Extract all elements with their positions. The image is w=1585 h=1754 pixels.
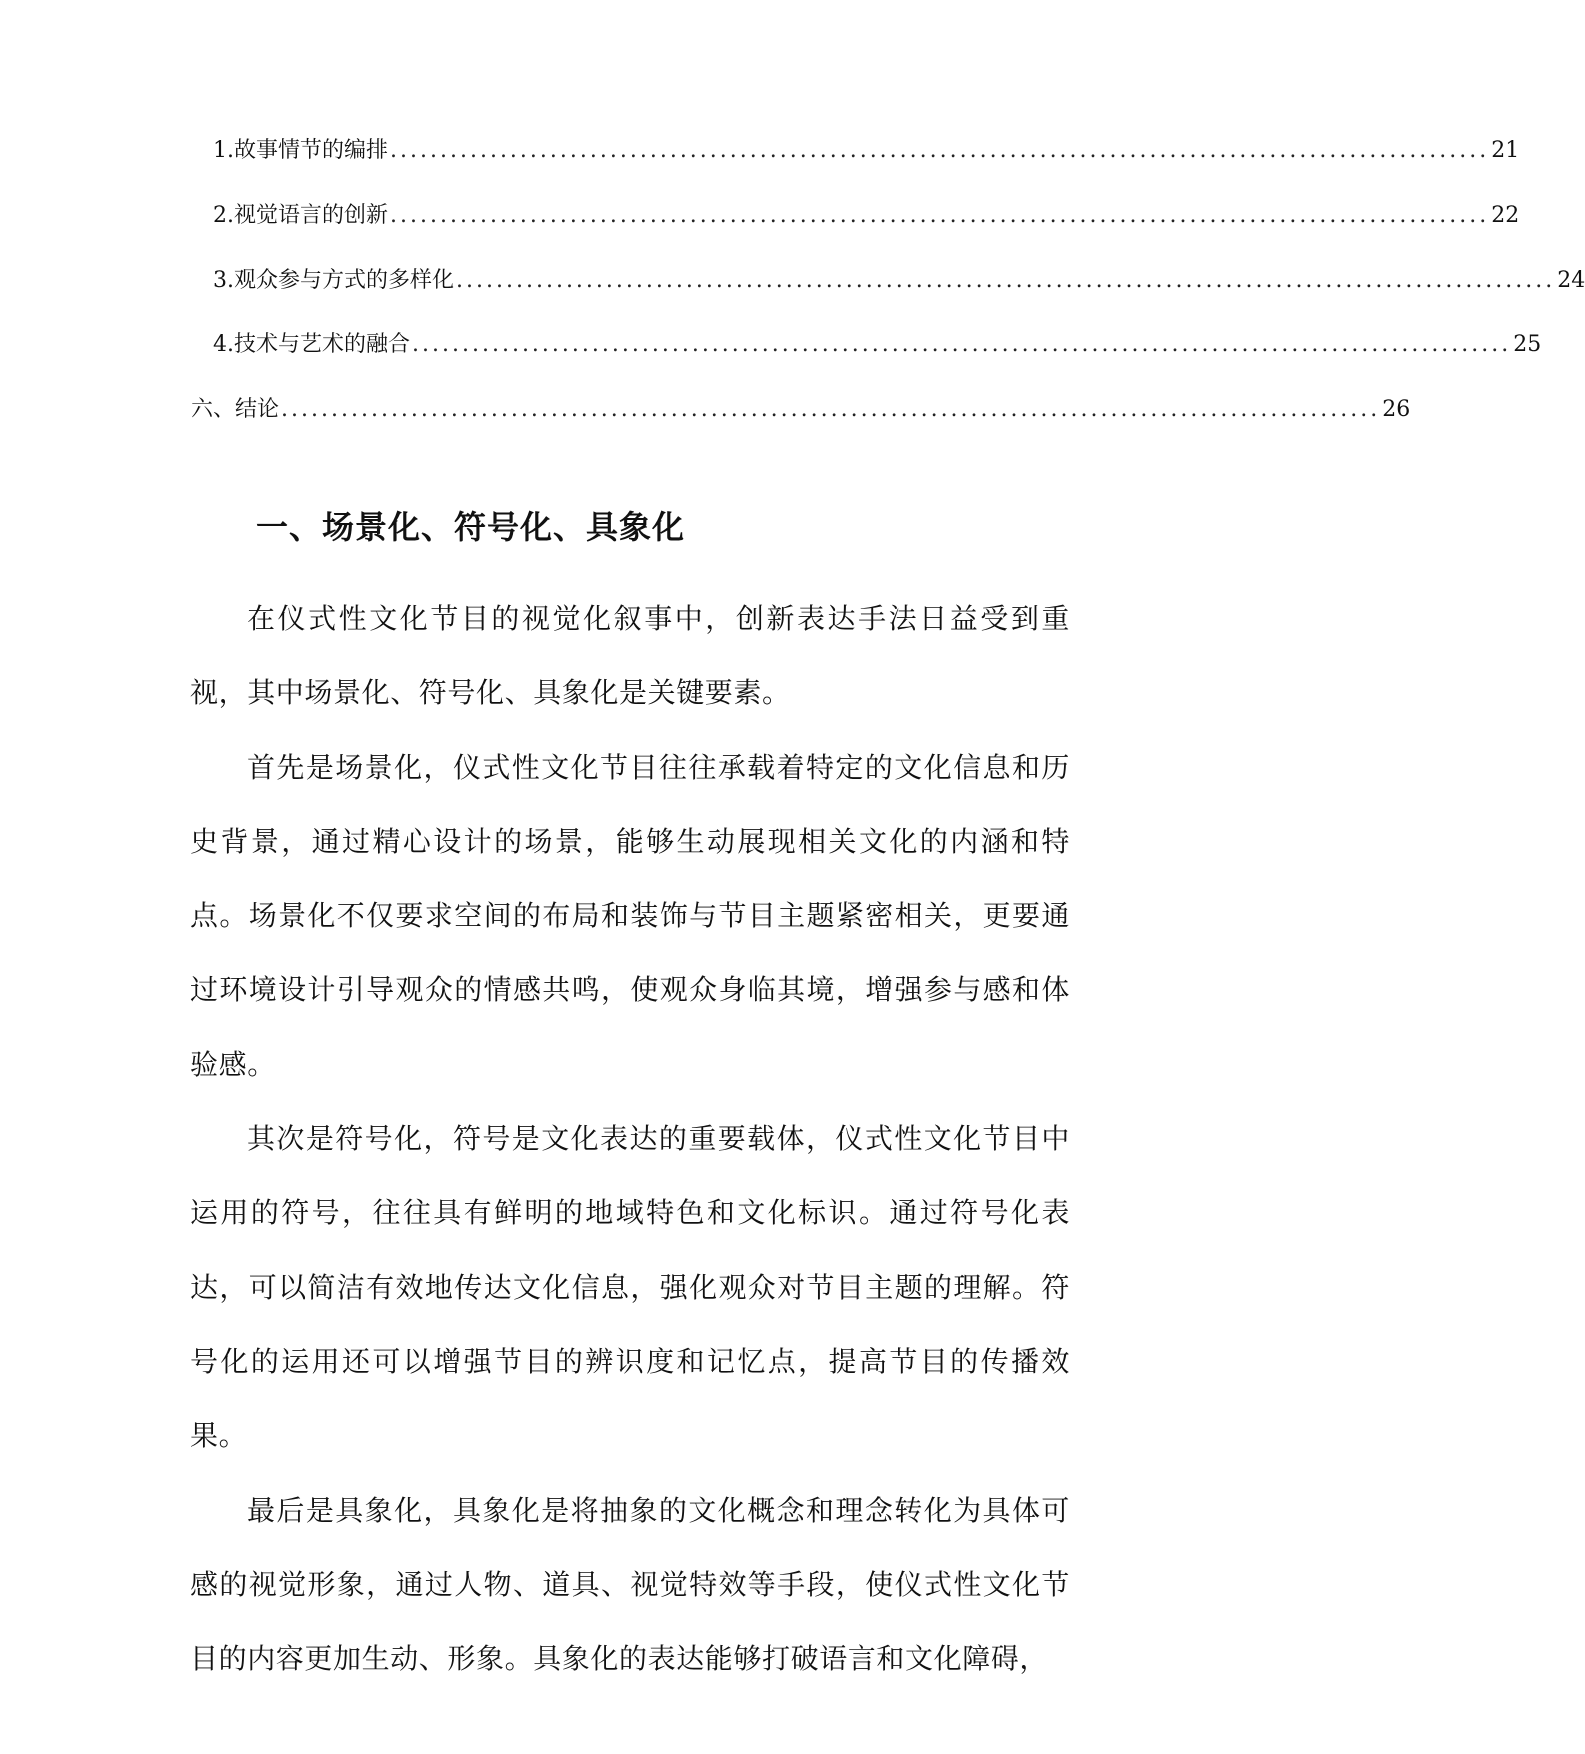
toc-dot-leader: .............................................................................................................. [390,203,1490,228]
paragraph: 在仪式性文化节目的视觉化叙事中，创新表达手法日益受到重视，其中场景化、符号化、具象化是关键要素。 [190,602,1070,710]
toc-entry-number: 1. [213,138,234,163]
toc-entry-page: 25 [1513,332,1542,357]
toc-dot-leader: .............................................................................................................. [412,332,1512,357]
body-text [190,582,1070,1696]
toc-dot-leader: .............................................................................................................. [281,397,1381,422]
toc-entry[interactable] [213,136,1520,166]
toc-entry-page: 22 [1491,203,1520,228]
paragraph: 首先是场景化，仪式性文化节目往往承载着特定的文化信息和历史背景，通过精心设计的场景，能够生动展现相关文化的内涵和特点。场景化不仅要求空间的布局和装饰与节目主题紧密相关，更要通过环境设计引导观众的情感共鸣，使观众身临其境，增强参与感和体验感。 [190,750,1070,1081]
toc-entry[interactable] [213,330,1542,360]
toc-entry-title: 视觉语言的创新 [234,203,389,228]
toc-entry-title: 观众参与方式的多样化 [234,268,455,293]
toc-entry-title: 故事情节的编排 [234,138,389,163]
toc-entry-title: 技术与艺术的融合 [234,332,411,357]
toc-entry-title: 六、结论 [191,397,280,422]
paragraph: 其次是符号化，符号是文化表达的重要载体，仪式性文化节目中运用的符号，往往具有鲜明的地域特色和文化标识。通过符号化表达，可以简洁有效地传达文化信息，强化观众对节目主题的理解。符号化的运用还可以增强节目的辨识度和记忆点，提高节目的传播效果。 [190,1122,1070,1453]
toc-entry-page: 24 [1557,268,1585,293]
toc-entry[interactable] [213,266,1585,296]
section-heading: 一、场景化、符号化、具象化 [256,508,686,546]
toc-entry[interactable] [213,201,1520,231]
toc-entry-number: 3. [213,268,234,293]
toc-entry-number: 2. [213,203,234,228]
toc-dot-leader: .............................................................................................................. [390,138,1490,163]
paragraph: 最后是具象化，具象化是将抽象的文化概念和理念转化为具体可感的视觉形象，通过人物、道具、视觉特效等手段，使仪式性文化节目的内容更加生动、形象。具象化的表达能够打破语言和文化障碍， [190,1493,1070,1676]
toc-dot-leader: .............................................................................................................. [456,268,1556,293]
toc-entry-page: 21 [1491,138,1520,163]
toc-entry-page: 26 [1382,397,1411,422]
toc-entry-number: 4. [213,332,234,357]
toc-entry[interactable] [191,395,1411,425]
